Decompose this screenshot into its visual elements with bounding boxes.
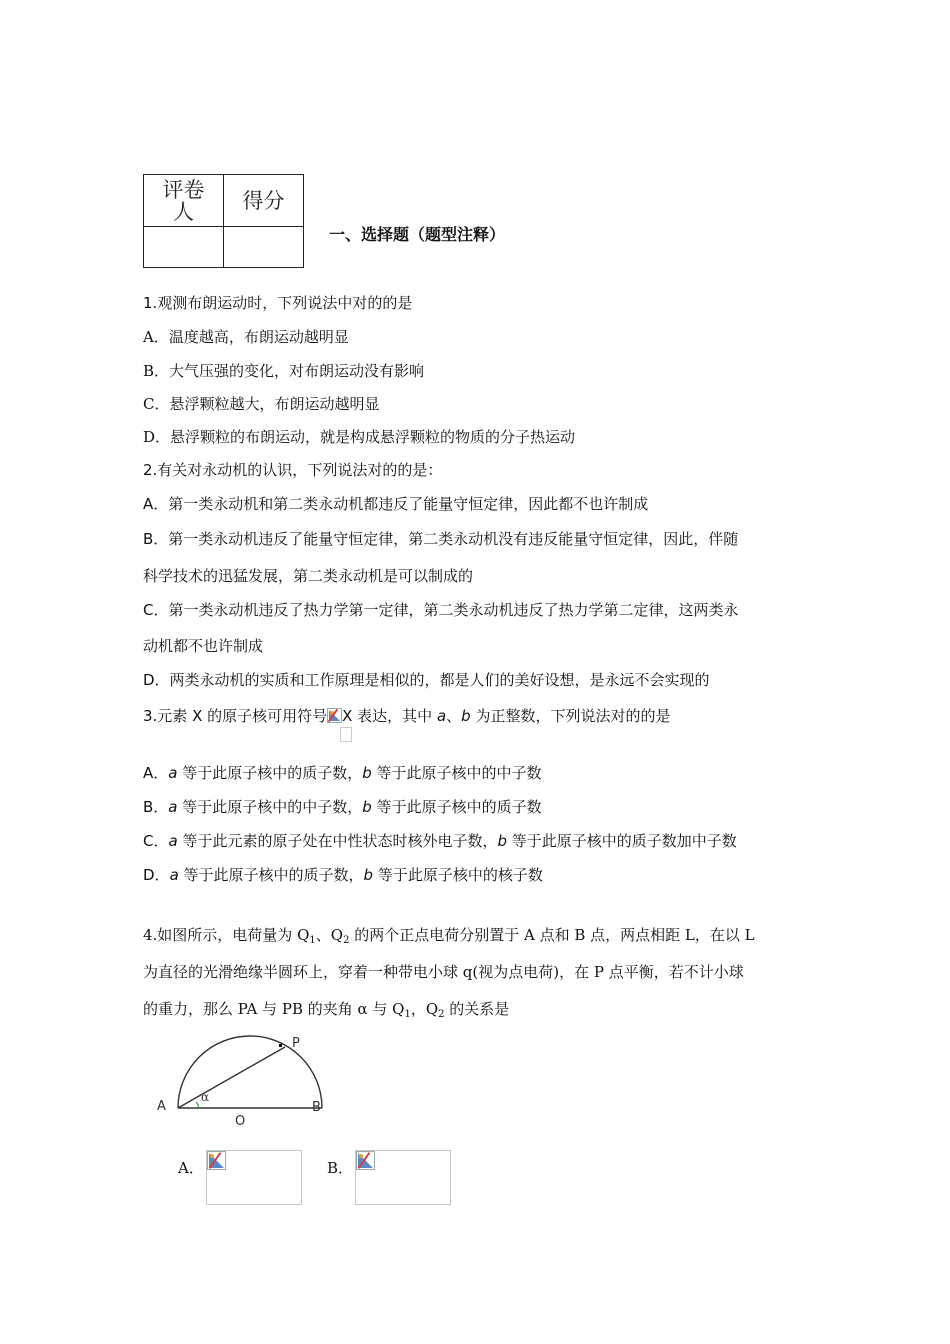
option-var-a: a: [168, 764, 178, 782]
q1-option-c: C．悬浮颗粒越大，布朗运动越明显: [143, 395, 380, 413]
q4-option-a-image: [206, 1150, 302, 1205]
label-o: O: [235, 1114, 246, 1129]
grader-label: 评卷 人: [162, 177, 205, 224]
q4-line3-post: 的关系是: [444, 1000, 510, 1018]
q3-option-d: [143, 865, 543, 885]
option-var-a: a: [168, 832, 178, 850]
score-label: 得分: [242, 188, 285, 213]
option-text-2: 等于此原子核中的质子数加中子数: [507, 832, 737, 850]
subscript: 1: [404, 1009, 411, 1020]
semicircle-figure: [140, 1030, 340, 1130]
chord-pa: [178, 1047, 285, 1108]
q3-stem-post: 为正整数，下列说法对的的是: [470, 707, 671, 725]
score-table: [143, 174, 304, 268]
q4-line3-pre: 的重力，那么 PA 与 PB 的夹角 α 与 Q: [143, 1000, 405, 1018]
q2-option-a: A．第一类永动机和第二类永动机都违反了能量守恒定律，因此都不也许制成: [143, 495, 649, 513]
q4-line1: [143, 925, 755, 951]
option-text-1: 等于此元素的原子处在中性状态时核外电子数，: [177, 832, 498, 850]
q4-option-b-image: [355, 1150, 451, 1205]
subscript: 2: [343, 935, 350, 946]
q3-option-b: [143, 797, 542, 817]
option-text-2: 等于此原子核中的中子数: [371, 764, 542, 782]
label-p: P: [292, 1036, 300, 1051]
option-var-a: a: [169, 866, 179, 884]
q1-stem: 1.观测布朗运动时，下列说法中对的的是: [143, 294, 413, 312]
q4-option-b-label: B．: [327, 1159, 354, 1177]
q4-line2: 为直径的光滑绝缘半圆环上，穿着一种带电小球 q(视为点电荷)，在 P 点平衡，若不计小球: [143, 963, 744, 981]
image-placeholder-box: [340, 727, 352, 742]
option-text-1: 等于此原子核中的质子数，: [177, 764, 363, 782]
q2-option-c-line1: C．第一类永动机违反了热力学第一定律，第二类永动机违反了热力学第二定律，这两类永: [143, 601, 739, 619]
q3-stem-x: X 表达，其中: [342, 707, 437, 725]
q4-line1-mid: 、Q: [315, 926, 344, 944]
q1-option-b: B．大气压强的变化，对布朗运动没有影响: [143, 362, 425, 380]
q4-line3-mid: ，Q: [410, 1000, 439, 1018]
score-entry-cell[interactable]: [224, 227, 304, 268]
q2-option-d: D．两类永动机的实质和工作原理是相似的，都是人们的美好设想，是永远不会实现的: [143, 671, 710, 689]
broken-image-icon: [207, 1151, 226, 1170]
q4-line1-pre: 4.如图所示，电荷量为 Q: [143, 926, 310, 944]
option-label: B．: [143, 798, 169, 816]
label-a: A: [157, 1099, 166, 1114]
option-var-b: b: [362, 798, 372, 816]
q2-stem: 2.有关对永动机的认识，下列说法对的的是：: [143, 461, 443, 479]
grader-label-cell: [144, 175, 224, 227]
subscript: 1: [309, 935, 316, 946]
broken-image-icon: [327, 708, 342, 723]
option-text-1: 等于此原子核中的质子数，: [178, 866, 364, 884]
q4-option-a-label: A．: [178, 1159, 204, 1177]
option-text-1: 等于此原子核中的中子数，: [177, 798, 363, 816]
point-p: [279, 1044, 282, 1047]
option-var-b: b: [497, 832, 507, 850]
q2-option-b-line2: 科学技术的迅猛发展，第二类永动机是可以制成的: [143, 567, 474, 585]
grader-entry-cell[interactable]: [144, 227, 224, 268]
q3-stem-pre: 3.元素 X 的原子核可用符号: [143, 707, 328, 725]
q1-option-d: D．悬浮颗粒的布朗运动，就是构成悬浮颗粒的物质的分子热运动: [143, 428, 576, 446]
section-heading: 一、选择题（题型注释）: [329, 225, 506, 244]
subscript: 2: [438, 1009, 445, 1020]
option-label: D．: [143, 866, 170, 884]
option-var-b: b: [362, 764, 372, 782]
option-text-2: 等于此原子核中的质子数: [371, 798, 542, 816]
option-text-2: 等于此原子核中的核子数: [373, 866, 543, 884]
q3-var-a: a: [436, 707, 447, 725]
q4-line3: [143, 999, 509, 1025]
q3-option-a: [143, 763, 542, 783]
q4-line1-post: 的两个正点电荷分别置于 A 点和 B 点，两点相距 L，在以 L: [349, 926, 755, 944]
q3-sep: 、: [446, 707, 462, 725]
option-label: A．: [143, 764, 169, 782]
q2-option-c-line2: 动机都不也许制成: [143, 637, 264, 655]
q3-stem: [143, 706, 670, 726]
score-label-cell: [224, 175, 304, 227]
option-label: C．: [143, 832, 169, 850]
q3-var-b: b: [461, 707, 471, 725]
label-alpha: α: [201, 1090, 210, 1104]
q2-option-b-line1: B．第一类永动机违反了能量守恒定律，第二类永动机没有违反能量守恒定律，因此，伴随: [143, 530, 739, 548]
q1-option-a: A．温度越高，布朗运动越明显: [143, 328, 349, 346]
option-var-a: a: [168, 798, 178, 816]
label-b: B: [312, 1100, 321, 1115]
option-var-b: b: [363, 866, 374, 884]
semicircle-arc: [178, 1036, 322, 1108]
broken-image-icon: [356, 1151, 375, 1170]
q3-option-c: [143, 831, 737, 851]
